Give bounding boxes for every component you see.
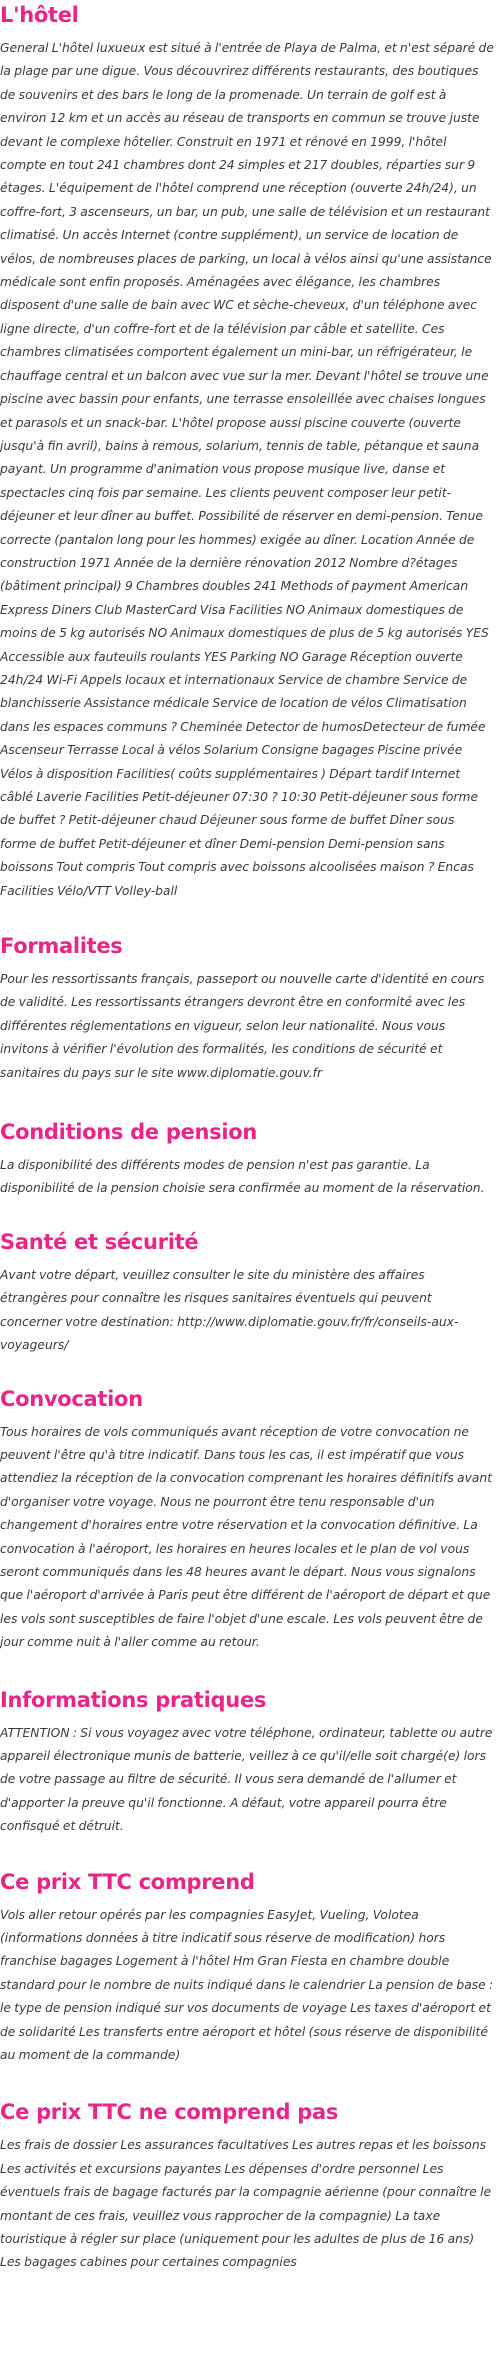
section-title-prix-comprend: Ce prix TTC comprend (0, 1869, 255, 1894)
section-title-formalites: Formalites (0, 934, 123, 959)
section-hotel (0, 2, 494, 903)
section-body-informations-pratiques: ATTENTION : Si vous voyagez avec votre téléphone, ordinateur, tablette ou autre appareil électronique munis de batterie, veillez à ce qu'il/elle soit chargé(e) lors de votre passage au filtre de sécurité. Il vous sera demandé de l'allumer et d'apporter la preuve qu'il fonctionne. A défaut, votre appareil pourra être confisqué et détruit. (0, 1725, 493, 1834)
section-formalites (0, 933, 494, 1085)
section-sante-securite (0, 1229, 494, 1358)
section-body-conditions-pension: La disponibilité des différents modes de pension n'est pas garantie. La disponibilité de la pension choisie sera confirmée au moment de la réservation. (0, 1158, 485, 1196)
section-body-formalites: Pour les ressortissants français, passeport ou nouvelle carte d'identité en cours de validité. Les ressortissants étrangers devront être en conformité avec les différentes réglementations en vigueur, selon leur nationalité. Nous vous invitons à vérifier l'évolution des formalités, les conditions de sécurité et sanitaires du pays sur le site www.diplomatie.gouv.fr (0, 972, 485, 1080)
section-title-conditions-pension: Conditions de pension (0, 1120, 258, 1145)
section-body-sante-securite: Avant votre départ, veuillez consulter le site du ministère des affaires étrangères pour connaître les risques sanitaires éventuels qui peuvent concerner votre destination: http://www.diplomatie.gouv.fr/fr/conseils-aux-voyageurs/ (0, 1267, 459, 1353)
section-body-prix-ne-comprend-pas: Les frais de dossier Les assurances facultatives Les autres repas et les boissons Les activités et excursions payantes Les dépenses d'ordre personnel Les éventuels frais de bagage facturés par la compagnie aérienne (pour connaître le montant de ces frais, veuillez vous rapprocher de la compagnie) La taxe touristique à régler sur place (uniquement pour les adultes de plus de 16 ans) Les bagages cabines pour certaines compagnies (0, 2138, 492, 2270)
section-convocation (0, 1386, 494, 1655)
section-title-informations-pratiques: Informations pratiques (0, 1687, 267, 1712)
section-title-sante-securite: Santé et sécurité (0, 1229, 199, 1254)
section-informations-pratiques (0, 1687, 494, 1839)
section-prix-comprend (0, 1869, 494, 2068)
section-prix-ne-comprend-pas (0, 2099, 494, 2274)
section-conditions-pension (0, 1119, 494, 1201)
section-body-hotel: General L'hôtel luxueux est situé à l'entrée de Playa de Palma, et n'est séparé de la plage par une digue. Vous découvrirez différents restaurants, des boutiques de souvenirs et des bars le long de la promenade. Un terrain de golf est à environ 12 km et un accès au réseau de transports en commun se trouve juste devant le complexe hôtelier. Construit en 1971 et rénové en 1999, l'hôtel compte en tout 241 chambres dont 24 simples et 217 doubles, réparties sur 9 étages. L'équipement de l'hôtel comprend une réception (ouverte 24h/24), un coffre-fort, 3 ascenseurs, un bar, un pub, une salle de télévision et un restaurant climatisé. Un accès Internet (contre supplément), un service de location de vélos, de nombreuses places de parking, un local à vélos ainsi qu'une assistance médicale sont enfin proposés. Aménagées avec élégance, les chambres disposent d'une salle de bain avec WC et sèche-cheveux, d'un téléphone avec ligne directe, d'un coffre-fort et de la télévision par câble et satellite. Ces chambres climatisées comportent également un mini-bar, un réfrigérateur, le chauffage central et un balcon avec vue sur la mer. Devant l'hôtel se trouve une piscine avec bassin pour enfants, une terrasse ensoleillée avec chaises longues et parasols et un snack-bar. L'hôtel propose aussi piscine couverte (ouverte jusqu'à fin avril), bains à remous, solarium, tennis de table, pétanque et sauna payant. Un programme d'animation vous propose musique live, danse et spectacles cinq fois par semaine. Les clients peuvent composer leur petit-déjeuner et leur dîner au buffet. Possibilité de réserver en demi-pension. Tenue correcte (pantalon long pour les hommes) exigée au dîner. Location Année de construction 1971 Année de la dernière rénovation 2012 Nombre d?étages (bâtiment principal) 9 Chambres doubles 241 Methods of payment American Express Diners Club MasterCard Visa Facilities NO Animaux domestiques de moins de 5 kg autorisés NO Animaux domestiques de plus de 5 kg autorisés YES Accessible aux fauteuils roulants YES Parking NO Garage Réception ouverte 24h/24 Wi-Fi Appels locaux et internationaux Service de chambre Service de blanchisserie Assistance médicale Service de location de vélos Climatisation dans les espaces communs ? Cheminée Detector de humosDetecteur de fumée Ascenseur Terrasse Local à vélos Solarium Consigne bagages Piscine privée Vélos à disposition Facilities( coûts supplémentaires ) Départ tardif Internet câblé Laverie Facilities Petit-déjeuner 07:30 ? 10:30 Petit-déjeuner sous forme de buffet ? Petit-déjeuner chaud Déjeuner sous forme de buffet Dîner sous forme de buffet Petit-déjeuner et dîner Demi-pension Demi-pension sans boissons Tout compris Tout compris avec boissons alcoolisées maison ? Encas Facilities Vélo/VTT Volley-ball (0, 41, 494, 898)
section-body-prix-comprend: Vols aller retour opérés par les compagnies EasyJet, Vueling, Volotea (informations données à titre indicatif sous réserve de modification) hors franchise bagages Logement à l'hôtel Hm Gran Fiesta en chambre double standard pour le nombre de nuits indiqué dans le calendrier La pension de base : le type de pension indiqué sur vos documents de voyage Les taxes d'aéroport et de solidarité Les transferts entre aéroport et hôtel (sous réserve de disponibilité au moment de la commande) (0, 1907, 494, 2063)
section-body-convocation: Tous horaires de vols communiqués avant réception de votre convocation ne peuvent l'être qu'à titre indicatif. Dans tous les cas, il est impératif que vous attendiez la réception de la convocation comprenant les horaires définitifs avant d'organiser votre voyage. Nous ne pourront être tenu responsable d'un changement d'horaires entre votre réservation et la convocation définitive. La convocation à l'aéroport, les horaires en heures locales et le plan de vol vous seront communiqués dans les 48 heures avant le départ. Nous vous signalons que l'aéroport d'arrivée à Paris peut être différent de l'aéroport de départ et que les vols sont susceptibles de faire l'objet d'une escale. Les vols peuvent être de jour comme nuit à l'aller comme au retour. (0, 1424, 493, 1650)
section-title-hotel: L'hôtel (0, 3, 79, 27)
section-title-convocation: Convocation (0, 1386, 143, 1411)
section-title-prix-ne-comprend-pas: Ce prix TTC ne comprend pas (0, 2100, 339, 2125)
